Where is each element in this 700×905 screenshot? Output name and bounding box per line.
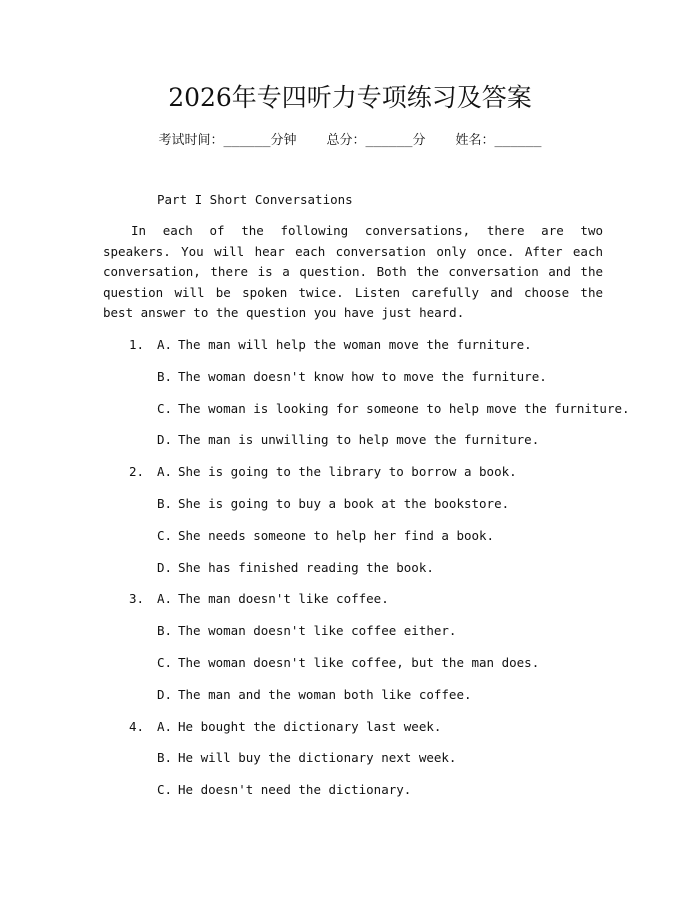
option-text: The man doesn't like coffee. — [178, 591, 389, 607]
question-2-option-a — [0, 461, 700, 493]
question-list — [0, 334, 700, 811]
option-text: The woman doesn't like coffee either. — [178, 623, 457, 639]
question-number: 1. — [129, 337, 145, 352]
option-letter: C. — [157, 400, 173, 416]
question-1-option-a — [0, 334, 700, 366]
option-letter: B. — [157, 368, 173, 384]
option-text: The man will help the woman move the furniture. — [178, 337, 532, 352]
question-number: 3. — [129, 591, 145, 607]
option-text: The woman doesn't know how to move the furniture. — [178, 368, 547, 384]
option-text: She is going to the library to borrow a book. — [178, 464, 517, 480]
option-text: She is going to buy a book at the bookstore. — [178, 495, 510, 511]
option-text: He will buy the dictionary next week. — [178, 750, 457, 766]
option-text: She needs someone to help her find a book. — [178, 527, 495, 543]
question-number: 2. — [129, 464, 145, 480]
option-letter: C. — [157, 654, 173, 670]
name-field: 姓名：______ — [455, 133, 542, 148]
question-1-option-d — [0, 429, 700, 461]
option-letter: A. — [157, 718, 173, 734]
option-text: He bought the dictionary last week. — [178, 718, 442, 734]
exam-meta-line — [0, 130, 700, 152]
question-3-option-c — [0, 652, 700, 684]
section-heading: Part I Short Conversations — [157, 192, 353, 207]
question-4-option-c — [0, 779, 700, 811]
option-text: He doesn't need the dictionary. — [178, 782, 412, 798]
option-text: The man is unwilling to help move the furniture. — [178, 432, 540, 448]
option-letter: C. — [157, 782, 173, 798]
option-letter: A. — [157, 337, 173, 352]
question-number: 4. — [129, 718, 145, 734]
question-4-option-a — [0, 716, 700, 748]
question-2-option-c — [0, 525, 700, 557]
exam-time-field: 考试时间：______分钟 — [158, 133, 297, 148]
question-1-option-c — [0, 398, 700, 430]
option-letter: B. — [157, 495, 173, 511]
question-2-option-b — [0, 493, 700, 525]
option-text: The woman doesn't like coffee, but the man does. — [178, 654, 540, 670]
question-3-option-a — [0, 588, 700, 620]
option-letter: B. — [157, 623, 173, 639]
question-4-option-b — [0, 747, 700, 779]
option-letter: B. — [157, 750, 173, 766]
question-2-option-d — [0, 557, 700, 589]
total-score-field: 总分：______分 — [326, 133, 426, 148]
option-text: The woman is looking for someone to help move the furniture. — [178, 400, 630, 416]
option-text: She has finished reading the book. — [178, 559, 434, 575]
option-text: The man and the woman both like coffee. — [178, 686, 472, 702]
question-3-option-d — [0, 684, 700, 716]
page-title: 2026年专四听力专项练习及答案 — [168, 83, 532, 112]
option-letter: C. — [157, 527, 173, 543]
option-letter: D. — [157, 686, 173, 702]
option-letter: D. — [157, 559, 173, 575]
question-1-option-b — [0, 366, 700, 398]
question-3-option-b — [0, 620, 700, 652]
option-letter: A. — [157, 591, 173, 607]
section-instructions: In each of the following conversations, there are two speakers. You will hear each conversation only once. After each conversation, there is a question. Both the conversation and the question will be spoken twice. Listen carefully and choose the best answer to the question you have just heard. — [103, 223, 603, 321]
option-letter: A. — [157, 464, 173, 480]
option-letter: D. — [157, 432, 173, 448]
